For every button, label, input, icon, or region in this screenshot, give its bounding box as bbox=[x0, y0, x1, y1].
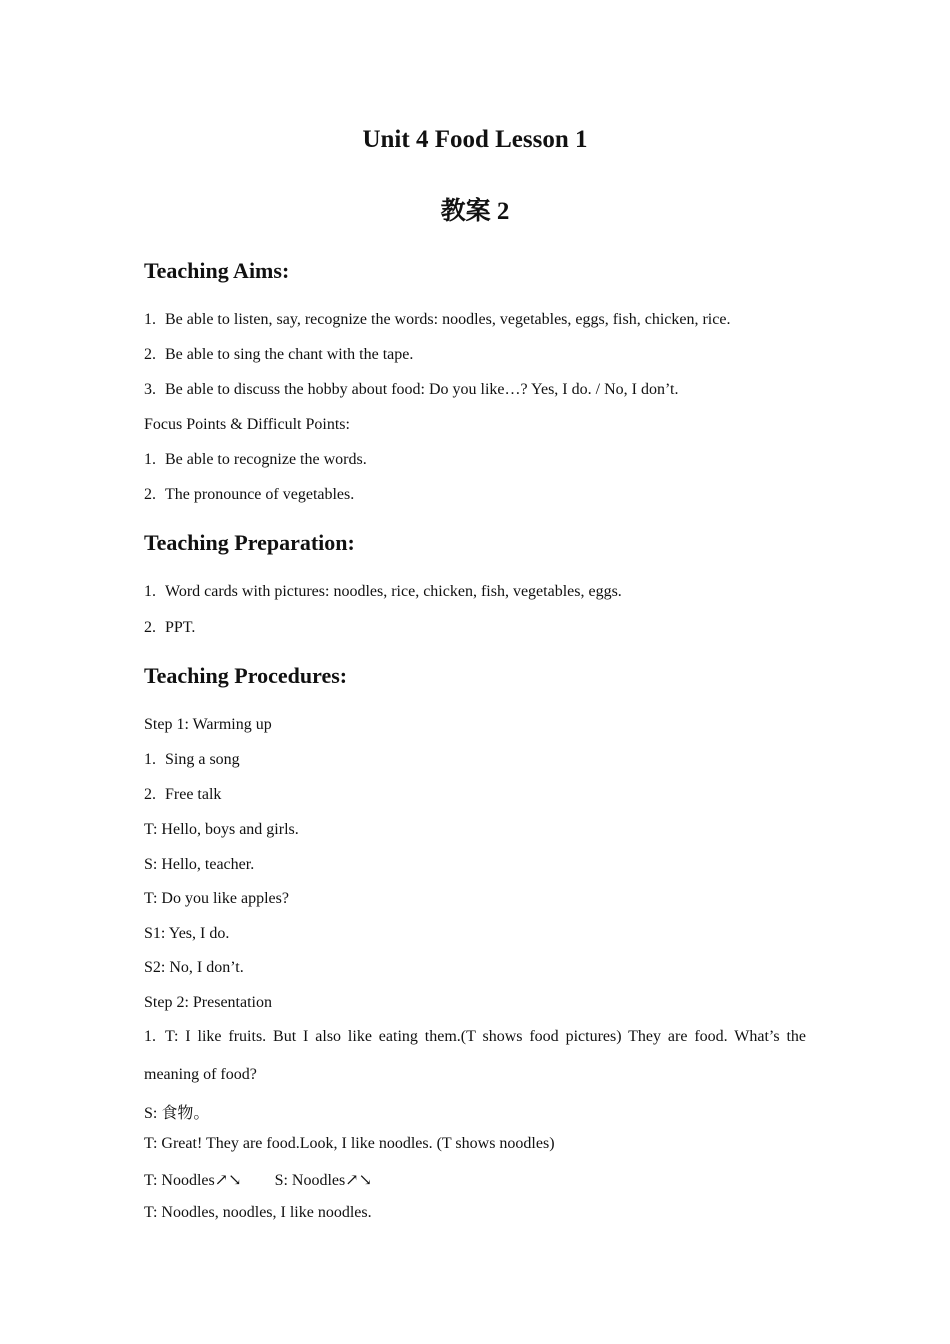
list-text: Be able to discuss the hobby about food: Do you like…? Yes, I do. / No, I don’t. bbox=[165, 381, 679, 398]
dialogue-line: S1: Yes, I do. bbox=[144, 925, 230, 942]
list-text: Be able to recognize the words. bbox=[165, 451, 367, 468]
document-title: Unit 4 Food Lesson 1 bbox=[362, 126, 588, 153]
intonation-line bbox=[144, 1170, 372, 1190]
list-number: 2. bbox=[144, 486, 156, 503]
dialogue-line: T: Hello, boys and girls. bbox=[144, 821, 299, 838]
dialogue-line: S2: No, I don’t. bbox=[144, 959, 244, 976]
paragraph-continuation: meaning of food? bbox=[144, 1066, 257, 1083]
list-number: 3. bbox=[144, 381, 156, 398]
dialogue-line: S: Hello, teacher. bbox=[144, 856, 255, 873]
list-number: 1. bbox=[144, 751, 156, 768]
list-item bbox=[144, 751, 240, 769]
list-text: Be able to sing the chant with the tape. bbox=[165, 346, 414, 363]
step-label: Step 2: Presentation bbox=[144, 994, 272, 1011]
list-item bbox=[144, 486, 354, 504]
focus-points-label: Focus Points & Difficult Points: bbox=[144, 416, 350, 433]
section-heading-preparation: Teaching Preparation: bbox=[144, 530, 355, 555]
list-text: PPT. bbox=[165, 619, 196, 636]
dialogue-line: S: 食物。 bbox=[144, 1105, 210, 1122]
list-text: Free talk bbox=[165, 786, 222, 803]
list-number: 2. bbox=[144, 346, 156, 363]
document-subtitle: 教案 2 bbox=[440, 198, 510, 225]
list-item bbox=[144, 583, 622, 601]
paragraph-text: T: I like fruits. But I also like eating them.(T shows food pictures) They are food. What’s the bbox=[165, 1028, 806, 1045]
list-item bbox=[144, 346, 413, 364]
list-number: 2. bbox=[144, 786, 156, 803]
list-number: 1. bbox=[144, 311, 156, 328]
section-heading-aims: Teaching Aims: bbox=[144, 258, 290, 283]
list-number: 1. bbox=[144, 583, 156, 600]
list-item bbox=[144, 619, 195, 637]
list-text: Sing a song bbox=[165, 751, 240, 768]
dialogue-line: T: Do you like apples? bbox=[144, 890, 289, 907]
step-label: Step 1: Warming up bbox=[144, 716, 272, 733]
dialogue-line: T: Great! They are food.Look, I like noodles. (T shows noodles) bbox=[144, 1135, 555, 1152]
section-heading-procedures: Teaching Procedures: bbox=[144, 663, 348, 688]
list-item bbox=[144, 786, 221, 804]
list-number: 2. bbox=[144, 619, 156, 636]
list-text: Word cards with pictures: noodles, rice, chicken, fish, vegetables, eggs. bbox=[165, 583, 622, 600]
list-item bbox=[144, 311, 730, 329]
teacher-intonation: T: Noodles↗↘ bbox=[144, 1172, 242, 1189]
list-item bbox=[144, 451, 367, 469]
list-text: The pronounce of vegetables. bbox=[165, 486, 355, 503]
student-intonation: S: Noodles↗↘ bbox=[274, 1172, 373, 1189]
list-text: Be able to listen, say, recognize the words: noodles, vegetables, eggs, fish, chicken, rice. bbox=[165, 311, 731, 328]
dialogue-line: T: Noodles, noodles, I like noodles. bbox=[144, 1204, 372, 1221]
paragraph-line bbox=[144, 1028, 806, 1046]
list-number: 1. bbox=[144, 1028, 156, 1045]
list-number: 1. bbox=[144, 451, 156, 468]
list-item bbox=[144, 381, 678, 399]
